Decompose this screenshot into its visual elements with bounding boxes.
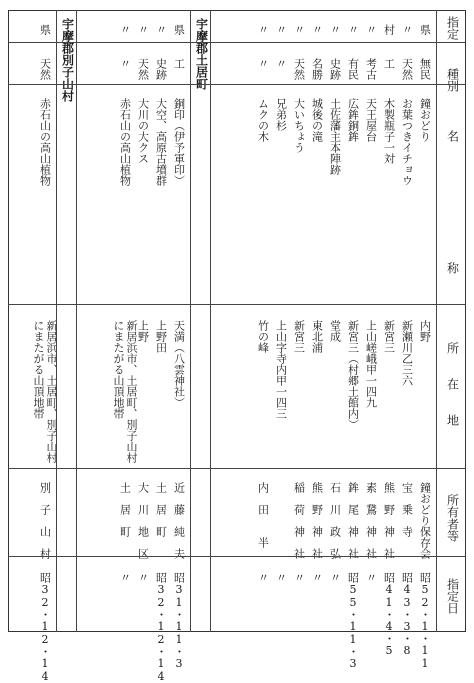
cell-name: 兄弟杉 [274,98,288,131]
header-column [438,10,466,632]
cell-owner: 鉾 尾 神 社 [346,482,360,559]
cell-category: 〃 [118,58,132,69]
cell-name: 銅印（伊予軍印） [172,98,186,186]
group-title-besshiyama: 宇摩郡別子山村 [60,18,75,102]
cell-date: 〃 [310,572,324,583]
cell-location: 竹の峰 [256,320,270,353]
cell-category: 天然 [400,58,414,80]
row-line-name [8,304,466,305]
cell-category: 〃 [256,58,270,69]
row-line-category [8,84,466,85]
group-title-doi: 宇摩郡土居町 [194,18,209,90]
group-divider-besshi-left [56,10,57,632]
table-row [308,10,326,632]
cell-date: 〃 [118,572,132,583]
cell-location: 新宮三 [382,320,396,353]
header-location: 所 在 地 [445,342,460,426]
group-divider-doi [210,10,211,632]
cell-date: 昭32・12・14 [154,572,168,683]
group-divider-besshi [76,10,77,632]
cell-date: 〃 [136,572,150,583]
cell-location: 新宮三 [292,320,306,353]
table-row [380,10,398,657]
cell-owner: 近 藤 純 夫 [172,482,186,559]
cell-name: 城後の滝 [310,98,324,142]
cell-designation: 村 [382,24,396,35]
cell-category: 史跡 [154,58,168,80]
cell-designation: 〃 [274,24,288,35]
cell-date: 〃 [256,572,270,583]
cell-location: 堂成 [328,320,342,342]
row-line-owner [8,556,466,557]
row-line-location [8,468,466,469]
cell-designation: 〃 [292,24,306,35]
cell-date: 〃 [274,572,288,583]
cell-location: 新宮三（村郷土館内） [346,320,360,430]
cell-category: 考古 [364,58,378,80]
cell-location: 新瀬川乙三六 [400,320,414,386]
table-row [326,10,344,632]
cell-designation: 〃 [256,24,270,35]
cell-date: 〃 [328,572,342,583]
cell-category: 天然 [136,58,150,80]
table-row [32,10,58,683]
cell-designation: 〃 [364,24,378,35]
cell-designation: 〃 [328,24,342,35]
cell-owner: 土 居 町 [118,482,132,537]
cell-location: 新居浜市、土居町、別子山村にまたがる山頂地帯 [32,320,58,463]
cell-designation: 〃 [154,24,168,35]
cell-location: 上野 [136,320,150,342]
cell-name: 赤石山の高山植物 [38,98,52,186]
cell-name: 広鉾銅鉾 [346,98,360,142]
table-row [290,10,308,632]
cell-designation: 〃 [118,24,132,35]
cell-location: 新居浜市、土居町、別子山村にまたがる山頂地帯 [112,320,138,463]
cell-category: 有民 [346,58,360,80]
cell-location: 内野 [418,320,432,342]
cell-owner: 熊 野 神 社 [310,482,324,559]
cell-date: 〃 [292,572,306,583]
cell-name: 大川の大クス [136,98,150,164]
cell-location: 東北浦 [310,320,324,353]
cell-owner: 稲 荷 神 社 [292,482,306,559]
cell-designation: 県 [38,24,52,35]
cell-date: 昭41・4・5 [382,572,396,657]
cell-date: 昭52・1・11 [418,572,432,670]
cell-name: 土佐藩主本陣跡 [328,98,342,175]
cell-owner: 石 川 政 弘 [328,482,342,559]
cell-designation: 県 [172,24,186,35]
table-row [398,10,416,657]
cell-owner: 鐘おどり保存会 [418,482,432,559]
table-row [112,10,138,632]
table-row [344,10,362,670]
header-divider [436,10,437,632]
cell-name: 大いちょう [292,98,306,153]
cell-owner: 大 川 地 区 [136,482,150,559]
cell-category: 工 [382,58,396,69]
cell-designation: 〃 [400,24,414,35]
cell-category: 史跡 [328,58,342,80]
cell-location: 上山嵯峨甲一四九 [364,320,378,408]
cell-name: 木製瓶子一対 [382,98,396,164]
cell-location: 上山字寺内甲一四三 [274,320,288,419]
table-row [254,10,272,632]
table-row [362,10,380,632]
group-divider-doi-left [190,10,191,632]
cell-date: 〃 [364,572,378,583]
cell-location: 天満（八雲神社） [172,320,186,408]
cell-designation: 〃 [136,24,150,35]
cell-location: 上野田 [154,320,168,353]
cell-category: 工 [172,58,186,69]
header-designation: 指定 [445,16,460,40]
cell-category: 天然 [292,58,306,80]
cell-name: 鐘おどり [418,98,432,142]
table-row [170,10,188,670]
cell-owner: 別 子 山 村 [38,482,52,559]
table-row [416,10,434,670]
cell-category: 〃 [274,58,288,69]
table-row [152,10,170,683]
cell-date: 昭31・11・3 [172,572,186,670]
cell-name: お葉つきイチョウ [400,98,414,186]
cell-date: 昭43・3・8 [400,572,414,657]
header-owner: 所有者等 [445,494,460,542]
cell-name: 赤石山の高山植物 [118,98,132,186]
row-line-designation [8,42,466,43]
cell-owner: 内 田 半 [256,482,270,548]
header-date: 指定日 [445,578,460,614]
cell-date: 昭55・11・3 [346,572,360,670]
table-row [272,10,290,632]
cell-category: 無民 [418,58,432,80]
cell-owner: 土 居 町 [154,482,168,537]
header-name: 名 称 [445,130,460,274]
cell-date: 昭32・12・14 [38,572,52,683]
cell-designation: 〃 [346,24,360,35]
cell-category: 天然 [38,58,52,80]
cell-name: ムクの木 [256,98,270,142]
cell-owner: 熊 野 神 社 [382,482,396,559]
cell-name: 天王屋台 [364,98,378,142]
cell-category: 名勝 [310,58,324,80]
cell-name: 大空、高原古墳群 [154,98,168,186]
cell-designation: 〃 [310,24,324,35]
cell-owner: 素 鵞 神 社 [364,482,378,559]
cell-owner: 宝 乗 寺 [400,482,414,537]
header-category: 種別 [445,68,460,92]
cell-designation: 県 [418,24,432,35]
